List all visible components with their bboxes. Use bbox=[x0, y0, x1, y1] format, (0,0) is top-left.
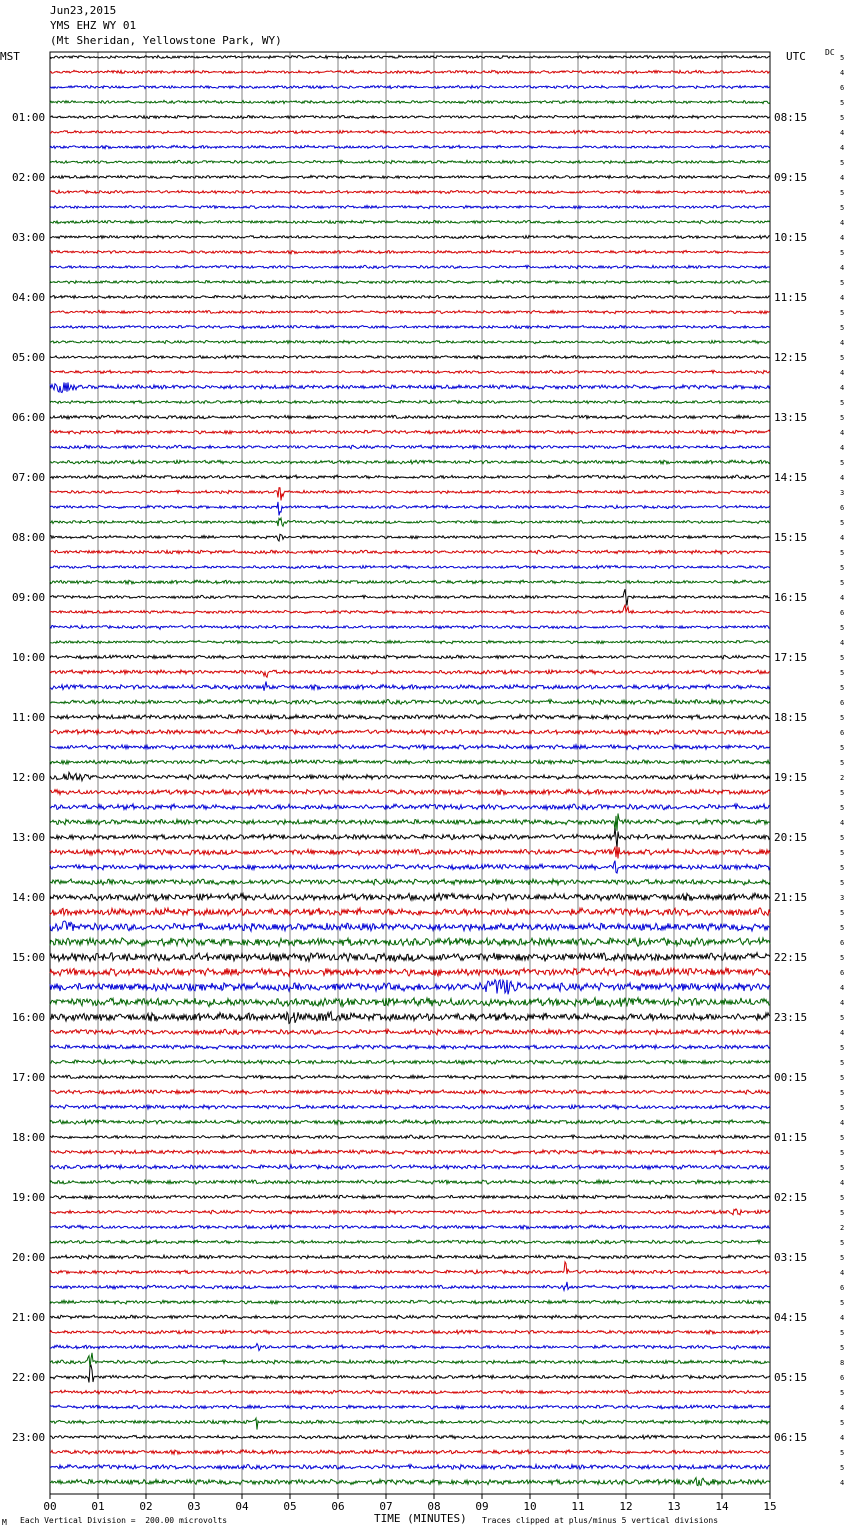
trace-row bbox=[50, 1330, 770, 1334]
dc-value: 4 bbox=[840, 429, 845, 437]
station-code: YMS EHZ WY 01 bbox=[50, 19, 137, 32]
dc-value: 5 bbox=[840, 159, 845, 167]
dc-value: 5 bbox=[840, 924, 845, 932]
dc-value: 6 bbox=[840, 609, 845, 617]
trace-row bbox=[50, 55, 770, 58]
dc-value: 4 bbox=[840, 534, 845, 542]
trace-row bbox=[50, 1075, 770, 1079]
x-tick-label: 09 bbox=[475, 1500, 489, 1513]
trace-row bbox=[50, 400, 770, 403]
x-tick-label: 08 bbox=[427, 1500, 441, 1513]
right-hour-label: 12:15 bbox=[774, 351, 808, 364]
x-tick-label: 11 bbox=[571, 1500, 585, 1513]
dc-value: 5 bbox=[840, 1149, 845, 1157]
dc-value: 6 bbox=[840, 729, 845, 737]
dc-value: 4 bbox=[840, 1269, 845, 1277]
trace-row bbox=[50, 921, 770, 931]
left-hour-label: 23:00 bbox=[12, 1431, 46, 1444]
dc-value: 5 bbox=[840, 279, 845, 287]
left-timezone-label: MST bbox=[0, 50, 20, 63]
dc-value: 5 bbox=[840, 1164, 845, 1172]
trace-row bbox=[50, 475, 770, 479]
left-hour-label: 06:00 bbox=[12, 411, 46, 424]
trace-row bbox=[50, 1478, 770, 1486]
x-axis-title: TIME (MINUTES) bbox=[374, 1512, 467, 1525]
dc-value: 6 bbox=[840, 939, 845, 947]
dc-value: 5 bbox=[840, 909, 845, 917]
trace-row bbox=[50, 655, 770, 659]
trace-row bbox=[50, 1300, 770, 1304]
dc-value: 5 bbox=[840, 1464, 845, 1472]
trace-row bbox=[50, 340, 770, 343]
dc-value: 5 bbox=[840, 579, 845, 587]
trace-row bbox=[50, 1390, 770, 1394]
left-hour-label: 01:00 bbox=[12, 111, 46, 124]
trace-row bbox=[50, 640, 770, 643]
dc-value: 5 bbox=[840, 1074, 845, 1082]
trace-row bbox=[50, 745, 770, 750]
dc-value: 4 bbox=[840, 819, 845, 827]
dc-value: 3 bbox=[840, 894, 845, 902]
dc-value: 4 bbox=[840, 1434, 845, 1442]
left-hour-label: 02:00 bbox=[12, 171, 46, 184]
right-timezone-label: UTC bbox=[786, 50, 806, 63]
dc-value: 5 bbox=[840, 834, 845, 842]
dc-value: 5 bbox=[840, 684, 845, 692]
trace-row bbox=[50, 938, 770, 946]
station-location: (Mt Sheridan, Yellowstone Park, WY) bbox=[50, 34, 282, 47]
left-hour-label: 15:00 bbox=[12, 951, 46, 964]
left-hour-label: 10:00 bbox=[12, 651, 46, 664]
dc-value: 5 bbox=[840, 204, 845, 212]
dc-value: 5 bbox=[840, 549, 845, 557]
trace-row bbox=[50, 1180, 770, 1184]
dc-value: 5 bbox=[840, 1449, 845, 1457]
dc-value: 5 bbox=[840, 744, 845, 752]
left-hour-label: 22:00 bbox=[12, 1371, 46, 1384]
left-hour-label: 04:00 bbox=[12, 291, 46, 304]
dc-value: 4 bbox=[840, 384, 845, 392]
dc-value: 4 bbox=[840, 174, 845, 182]
x-tick-label: 15 bbox=[763, 1500, 777, 1513]
dc-value: 5 bbox=[840, 1059, 845, 1067]
trace-row bbox=[50, 1105, 770, 1109]
trace-row bbox=[50, 1225, 770, 1229]
trace-row bbox=[50, 70, 770, 73]
trace-row bbox=[50, 772, 770, 780]
trace-row bbox=[50, 460, 770, 464]
trace-row bbox=[50, 1135, 770, 1139]
dc-value: 4 bbox=[840, 999, 845, 1007]
trace-row bbox=[50, 235, 770, 238]
dc-value: 2 bbox=[840, 774, 845, 782]
right-hour-label: 08:15 bbox=[774, 111, 808, 124]
dc-value: 4 bbox=[840, 264, 845, 272]
trace-row bbox=[50, 1465, 770, 1470]
trace-row bbox=[50, 1353, 770, 1368]
trace-row bbox=[50, 295, 770, 298]
dc-value: 4 bbox=[840, 1314, 845, 1322]
left-hour-label: 18:00 bbox=[12, 1131, 46, 1144]
left-hour-label: 12:00 bbox=[12, 771, 46, 784]
left-hour-label: 14:00 bbox=[12, 891, 46, 904]
dc-value: 5 bbox=[840, 324, 845, 332]
right-hour-label: 23:15 bbox=[774, 1011, 808, 1024]
trace-row bbox=[50, 534, 770, 541]
x-tick-label: 07 bbox=[379, 1500, 393, 1513]
trace-row bbox=[50, 893, 770, 901]
trace-row bbox=[50, 1090, 770, 1094]
clip-note: Traces clipped at plus/minus 5 vertical divisions bbox=[482, 1516, 719, 1525]
trace-row bbox=[50, 760, 770, 764]
x-tick-label: 00 bbox=[43, 1500, 57, 1513]
dc-value: 5 bbox=[840, 1104, 845, 1112]
trace-row bbox=[50, 1282, 770, 1290]
dc-value: 5 bbox=[840, 789, 845, 797]
x-tick-label: 04 bbox=[235, 1500, 249, 1513]
trace-row bbox=[50, 998, 770, 1007]
x-tick-label: 10 bbox=[523, 1500, 537, 1513]
left-hour-label: 20:00 bbox=[12, 1251, 46, 1264]
dc-value: 4 bbox=[840, 219, 845, 227]
dc-value: 6 bbox=[840, 504, 845, 512]
trace-row bbox=[50, 804, 770, 810]
trace-row bbox=[50, 953, 770, 962]
left-hour-label: 13:00 bbox=[12, 831, 46, 844]
trace-row bbox=[50, 250, 770, 253]
trace-row bbox=[50, 589, 770, 605]
trace-row bbox=[50, 1120, 770, 1124]
right-hour-label: 16:15 bbox=[774, 591, 808, 604]
trace-row bbox=[50, 190, 770, 193]
dc-value: 4 bbox=[840, 639, 845, 647]
left-hour-label: 21:00 bbox=[12, 1311, 46, 1324]
dc-value: 3 bbox=[840, 489, 845, 497]
trace-row bbox=[50, 1165, 770, 1169]
dc-value: 5 bbox=[840, 714, 845, 722]
trace-row bbox=[50, 1209, 770, 1215]
dc-value: 6 bbox=[840, 84, 845, 92]
dc-value: 5 bbox=[840, 99, 845, 107]
trace-row bbox=[50, 160, 770, 163]
right-hour-label: 21:15 bbox=[774, 891, 808, 904]
trace-row bbox=[50, 879, 770, 885]
dc-value: 5 bbox=[840, 309, 845, 317]
dc-value: 4 bbox=[840, 234, 845, 242]
dc-value: 5 bbox=[840, 1134, 845, 1142]
trace-row bbox=[50, 100, 770, 103]
trace-row bbox=[50, 502, 770, 516]
trace-row bbox=[50, 580, 770, 584]
dc-value: 5 bbox=[840, 459, 845, 467]
trace-row bbox=[50, 789, 770, 794]
left-hour-label: 19:00 bbox=[12, 1191, 46, 1204]
trace-row bbox=[50, 1405, 770, 1409]
left-hour-label: 11:00 bbox=[12, 711, 46, 724]
dc-value: 4 bbox=[840, 444, 845, 452]
trace-row bbox=[50, 382, 770, 392]
dc-value: 4 bbox=[840, 1479, 845, 1487]
dc-value: 5 bbox=[840, 1299, 845, 1307]
dc-value: 5 bbox=[840, 804, 845, 812]
left-hour-label: 03:00 bbox=[12, 231, 46, 244]
dc-value: 5 bbox=[840, 954, 845, 962]
dc-value: 4 bbox=[840, 594, 845, 602]
trace-row bbox=[50, 980, 770, 995]
dc-value: 5 bbox=[840, 849, 845, 857]
trace-row bbox=[50, 205, 770, 208]
dc-value: 5 bbox=[840, 354, 845, 362]
trace-row bbox=[50, 1450, 770, 1454]
trace-row bbox=[50, 1262, 770, 1274]
trace-row bbox=[50, 1029, 770, 1035]
right-hour-label: 05:15 bbox=[774, 1371, 808, 1384]
dc-value: 5 bbox=[840, 864, 845, 872]
dc-value: 5 bbox=[840, 1194, 845, 1202]
x-tick-label: 13 bbox=[667, 1500, 681, 1513]
trace-row bbox=[50, 1365, 770, 1382]
trace-row bbox=[50, 86, 770, 89]
dc-value: 6 bbox=[840, 1284, 845, 1292]
trace-row bbox=[50, 370, 770, 373]
right-hour-label: 13:15 bbox=[774, 411, 808, 424]
dc-value: 5 bbox=[840, 1089, 845, 1097]
trace-row bbox=[50, 430, 770, 434]
x-tick-label: 03 bbox=[187, 1500, 201, 1513]
trace-row bbox=[50, 1045, 770, 1049]
trace-row bbox=[50, 1435, 770, 1439]
x-tick-label: 12 bbox=[619, 1500, 633, 1513]
dc-value: 4 bbox=[840, 144, 845, 152]
trace-row bbox=[50, 1255, 770, 1259]
x-tick-label: 06 bbox=[331, 1500, 345, 1513]
left-hour-label: 05:00 bbox=[12, 351, 46, 364]
trace-row bbox=[50, 670, 770, 677]
right-hour-label: 18:15 bbox=[774, 711, 808, 724]
trace-row bbox=[50, 415, 770, 419]
trace-row bbox=[50, 813, 770, 830]
dc-value: 5 bbox=[840, 249, 845, 257]
dc-value: 5 bbox=[840, 1239, 845, 1247]
dc-value: 5 bbox=[840, 519, 845, 527]
trace-row bbox=[50, 1060, 770, 1064]
corner-mark: M bbox=[2, 1518, 7, 1527]
plot-frame bbox=[50, 52, 770, 1494]
dc-value: 6 bbox=[840, 969, 845, 977]
dc-value: 5 bbox=[840, 414, 845, 422]
trace-row bbox=[50, 565, 770, 568]
right-hour-label: 22:15 bbox=[774, 951, 808, 964]
trace-row bbox=[50, 1315, 770, 1319]
dc-value: 4 bbox=[840, 1029, 845, 1037]
trace-row bbox=[50, 1344, 770, 1351]
dc-value: 4 bbox=[840, 474, 845, 482]
left-hour-label: 17:00 bbox=[12, 1071, 46, 1084]
dc-value: 5 bbox=[840, 399, 845, 407]
trace-row bbox=[50, 1195, 770, 1199]
trace-row bbox=[50, 310, 770, 313]
dc-value: 5 bbox=[840, 669, 845, 677]
trace-row bbox=[50, 715, 770, 720]
trace-row bbox=[50, 700, 770, 705]
left-hour-label: 16:00 bbox=[12, 1011, 46, 1024]
x-tick-label: 14 bbox=[715, 1500, 729, 1513]
trace-row bbox=[50, 220, 770, 223]
trace-row bbox=[50, 130, 770, 133]
left-hour-label: 08:00 bbox=[12, 531, 46, 544]
trace-row bbox=[50, 488, 770, 501]
dc-value: 5 bbox=[840, 624, 845, 632]
dc-value: 5 bbox=[840, 1344, 845, 1352]
dc-value: 5 bbox=[840, 564, 845, 572]
trace-row bbox=[50, 550, 770, 554]
dc-header-label: DC bbox=[825, 48, 835, 57]
dc-value: 4 bbox=[840, 1404, 845, 1412]
trace-row bbox=[50, 861, 770, 873]
trace-row bbox=[50, 115, 770, 118]
trace-row bbox=[50, 828, 770, 848]
right-hour-label: 11:15 bbox=[774, 291, 808, 304]
trace-row bbox=[50, 325, 770, 328]
dc-value: 4 bbox=[840, 69, 845, 77]
dc-value: 4 bbox=[840, 1179, 845, 1187]
trace-row bbox=[50, 265, 770, 268]
right-hour-label: 03:15 bbox=[774, 1251, 808, 1264]
dc-value: 5 bbox=[840, 1044, 845, 1052]
right-hour-label: 01:15 bbox=[774, 1131, 808, 1144]
dc-value: 4 bbox=[840, 339, 845, 347]
right-hour-label: 17:15 bbox=[774, 651, 808, 664]
right-hour-label: 06:15 bbox=[774, 1431, 808, 1444]
trace-row bbox=[50, 175, 770, 178]
dc-value: 5 bbox=[840, 54, 845, 62]
right-hour-label: 20:15 bbox=[774, 831, 808, 844]
trace-row bbox=[50, 518, 770, 526]
right-hour-label: 10:15 bbox=[774, 231, 808, 244]
right-hour-label: 19:15 bbox=[774, 771, 808, 784]
x-tick-label: 01 bbox=[91, 1500, 105, 1513]
dc-value: 5 bbox=[840, 1389, 845, 1397]
dc-value: 5 bbox=[840, 879, 845, 887]
dc-value: 5 bbox=[840, 759, 845, 767]
dc-value: 5 bbox=[840, 654, 845, 662]
trace-row bbox=[50, 908, 770, 916]
dc-value: 5 bbox=[840, 114, 845, 122]
right-hour-label: 15:15 bbox=[774, 531, 808, 544]
trace-row bbox=[50, 445, 770, 449]
x-tick-label: 02 bbox=[139, 1500, 153, 1513]
dc-value: 2 bbox=[840, 1224, 845, 1232]
trace-row bbox=[50, 280, 770, 283]
dc-value: 4 bbox=[840, 1119, 845, 1127]
dc-value: 4 bbox=[840, 129, 845, 137]
dc-value: 6 bbox=[840, 1374, 845, 1382]
dc-value: 4 bbox=[840, 294, 845, 302]
right-hour-label: 09:15 bbox=[774, 171, 808, 184]
x-tick-label: 05 bbox=[283, 1500, 297, 1513]
trace-row bbox=[50, 1240, 770, 1244]
left-hour-label: 09:00 bbox=[12, 591, 46, 604]
dc-value: 8 bbox=[840, 1359, 845, 1367]
dc-value: 6 bbox=[840, 699, 845, 707]
right-hour-label: 14:15 bbox=[774, 471, 808, 484]
right-hour-label: 04:15 bbox=[774, 1311, 808, 1324]
scale-note: Each Vertical Division = 200.00 microvolts bbox=[20, 1516, 228, 1525]
trace-row bbox=[50, 1012, 770, 1024]
dc-value: 5 bbox=[840, 1329, 845, 1337]
trace-row bbox=[50, 1418, 770, 1429]
trace-row bbox=[50, 605, 770, 613]
trace-row bbox=[50, 355, 770, 358]
trace-row bbox=[50, 682, 770, 691]
trace-row bbox=[50, 625, 770, 629]
plot-date: Jun23,2015 bbox=[50, 4, 117, 17]
trace-row bbox=[50, 1150, 770, 1154]
right-hour-label: 02:15 bbox=[774, 1191, 808, 1204]
trace-row bbox=[50, 968, 770, 976]
dc-value: 5 bbox=[840, 1209, 845, 1217]
right-hour-label: 00:15 bbox=[774, 1071, 808, 1084]
trace-row bbox=[50, 847, 770, 859]
trace-row bbox=[50, 730, 770, 735]
dc-value: 5 bbox=[840, 1419, 845, 1427]
dc-value: 4 bbox=[840, 984, 845, 992]
left-hour-label: 07:00 bbox=[12, 471, 46, 484]
trace-row bbox=[50, 145, 770, 148]
dc-value: 5 bbox=[840, 1254, 845, 1262]
dc-value: 5 bbox=[840, 189, 845, 197]
dc-value: 4 bbox=[840, 369, 845, 377]
dc-value: 5 bbox=[840, 1014, 845, 1022]
